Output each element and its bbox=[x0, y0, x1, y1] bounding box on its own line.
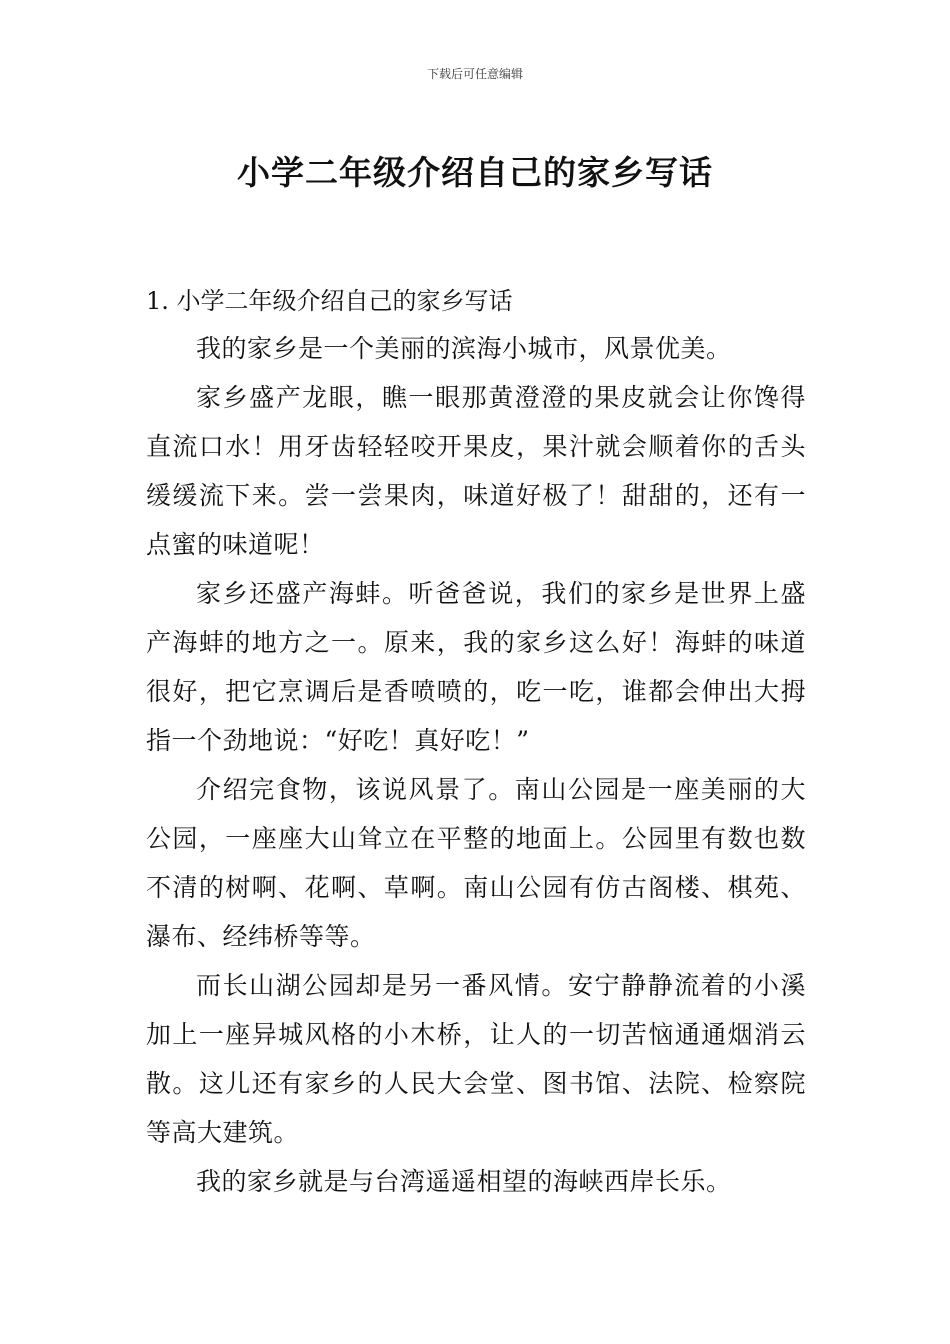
header-note: 下载后可任意编辑 bbox=[426, 67, 523, 81]
paragraph-intro: 我的家乡是一个美丽的滨海小城市，风景优美。 bbox=[196, 334, 732, 363]
section-heading: 1. 小学二年级介绍自己的家乡写话 bbox=[146, 287, 513, 315]
paragraph-longan: 家乡盛产龙眼，瞧一眼那黄澄澄的果皮就会让你馋得直流口水！用牙齿轻轻咬开果皮，果汁就会顺着你的舌头缓缓流下来。尝一尝果肉，味道好极了！甜甜的，还有一点蜜的味道呢！ bbox=[146, 383, 806, 559]
document-body bbox=[146, 278, 806, 1206]
document-title: 小学二年级介绍自己的家乡写话 bbox=[237, 153, 713, 193]
paragraph-nanshan-park: 介绍完食物，该说风景了。南山公园是一座美丽的大公园，一座座大山耸立在平整的地面上。公园里有数也数不清的树啊、花啊、草啊。南山公园有仿古阁楼、棋苑、瀑布、经纬桥等等。 bbox=[146, 775, 806, 951]
paragraph-conclusion: 我的家乡就是与台湾遥遥相望的海峡西岸长乐。 bbox=[196, 1167, 732, 1196]
paragraph-changshan-lake-park: 而长山湖公园却是另一番风情。安宁静静流着的小溪加上一座异城风格的小木桥，让人的一切苦恼通通烟消云散。这儿还有家乡的人民大会堂、图书馆、法院、检察院等高大建筑。 bbox=[146, 971, 806, 1147]
paragraph-clam: 家乡还盛产海蚌。听爸爸说，我们的家乡是世界上盛产海蚌的地方之一。原来，我的家乡这么好！海蚌的味道很好，把它烹调后是香喷喷的，吃一吃，谁都会伸出大拇指一个劲地说：“好吃！真好吃！” bbox=[146, 579, 806, 755]
